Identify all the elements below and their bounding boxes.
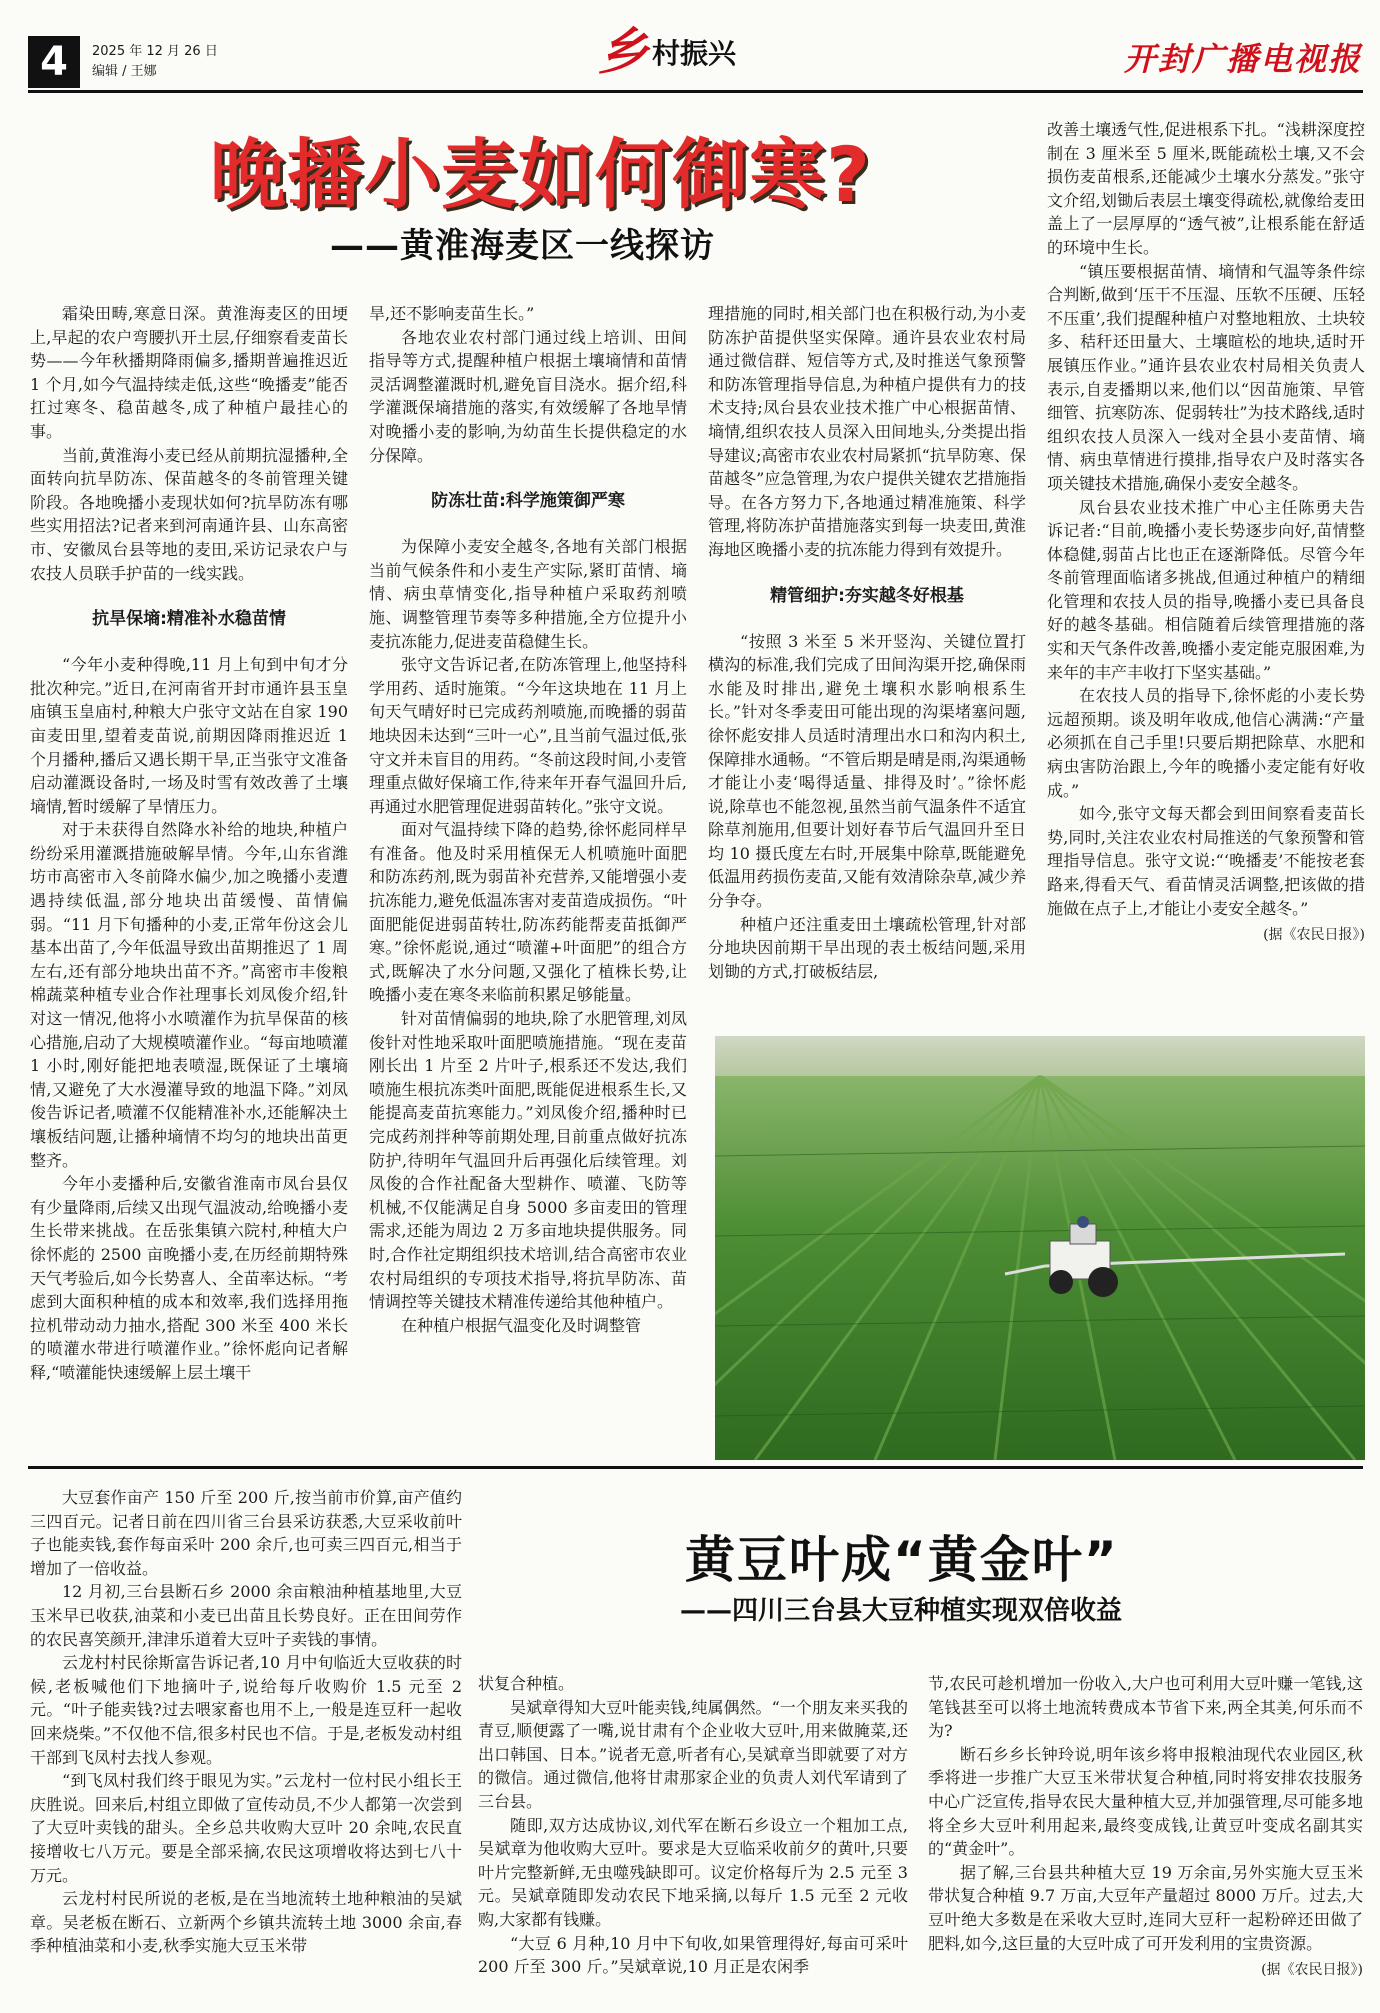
paragraph: “按照 3 米至 5 米开竖沟、关键位置打横沟的标准,我们完成了田间沟渠开挖,确保雨水能及时排出,避免土壤积水影响根系生长。”针对冬季麦田可能出现的沟渠堵塞问题,徐怀彪安排人员适时清理出水口和沟内积土,保障排水通畅。“不管后期是晴是雨,沟渠通畅才能让小麦‘喝得适量、排得及时’。”徐怀彪说,除草也不能忽视,虽然当前气温条件不适宜除草剂施用,但要计划好春节后气温回升至日均 10 摄氏度左右时,开展集中除草,既能避免低温用药损伤麦苗,又能有效清除杂草,减少养分争夺。 [708, 631, 1026, 911]
article2-column-3 [928, 1672, 1363, 1983]
paragraph: 对于未获得自然降水补给的地块,种植户纷纷采用灌溉措施破解旱情。今年,山东省潍坊市高密市入冬前降水偏少,加之晚播小麦遭遇持续低温,部分地块出苗缓慢、苗情偏弱。“11 月下旬播种的小麦,正常年份这会儿基本出苗了,今年低温导致出苗期推迟了 1 周左右,还有部分地块出苗不齐。”高密市丰俊粮棉蔬菜种植专业合作社理事长刘凤俊介绍,针对这一情况,他将小水喷灌作为抗旱保苗的核心措施,启动了大规模喷灌作业。“每亩地喷灌 1 小时,刚好能把地表喷湿,既保证了土壤墒情,又避免了大水漫灌导致的地温下降。”刘凤俊告诉记者,喷灌不仅能精准补水,还能解决土壤板结问题,让播种墒情不均匀的地块出苗更整齐。 [30, 820, 348, 1170]
paragraph: 面对气温持续下降的趋势,徐怀彪同样早有准备。他及时采用植保无人机喷施叶面肥和防冻药剂,既为弱苗补充营养,又能增强小麦抗冻能力,避免低温冻害对麦苗造成损伤。“叶面肥能促进弱苗转壮,防冻药能帮麦苗抵御严寒。”徐怀彪说,通过“喷灌+叶面肥”的组合方式,既解决了水分问题,又强化了植株长势,让晚播小麦在寒冬来临前积累足够能量。 [369, 820, 687, 1005]
paragraph: 改善土壤透气性,促进根系下扎。“浅耕深度控制在 3 厘米至 5 厘米,既能疏松土壤,又不会损伤麦苗根系,还能减少土壤水分蒸发。”张守文介绍,划锄后表层土壤变得疏松,就像给麦田盖上了一层厚厚的“透气被”,让根系能在舒适的环境中生长。 [1047, 120, 1365, 257]
header-rule [28, 90, 1363, 93]
paragraph: 霜染田畴,寒意日深。黄淮海麦区的田埂上,早起的农户弯腰扒开土层,仔细察看麦苗长势——今年秋播期降雨偏多,播期普遍推迟近 1 个月,如今气温持续走低,这些“晚播麦”能否扛过寒冬、稳苗越冬,成了种植户最挂心的事。 [30, 304, 348, 441]
paragraph: 旱,还不影响麦苗生长。” [369, 304, 535, 323]
newspaper-name: 开封广播电视报 [1123, 40, 1362, 78]
paragraph: “今年小麦种得晚,11 月上旬到中旬才分批次种完。”近日,在河南省开封市通许县玉皇庙镇玉皇庙村,种粮大户张守文站在自家 190 亩麦田里,望着麦苗说,前期因降雨推迟近 1 个月播种,播后又遇长期干旱,正当张守文准备启动灌溉设备时,一场及时雪有效改善了土壤墒情,暂时缓解了旱情压力。 [30, 655, 348, 816]
paragraph: 当前,黄淮海小麦已经从前期抗湿播种,全面转向抗旱防冻、保苗越冬的冬前管理关键阶段。各地晚播小麦现状如何?抗旱防冻有哪些实用招法?记者来到河南通许县、山东高密市、安徽凤台县等地的麦田,采访记录农户与农技人员联手护苗的一线实践。 [30, 445, 348, 583]
article2-column-1 [30, 1486, 462, 1958]
article2-title: 黄豆叶成“黄金叶” [685, 1531, 1119, 1589]
article1-column-1 [30, 302, 348, 1385]
paragraph: 据了解,三台县共种植大豆 19 万余亩,另外实施大豆玉米带状复合种植 9.7 万亩,大豆年产量超过 8000 万斤。过去,大豆叶绝大多数是在采收大豆时,连同大豆秆一起粉碎还田做了肥料,如今,这巨量的大豆叶成了可开发利用的宝贵资源。 [928, 1862, 1363, 1953]
paragraph: 种植户还注重麦田土壤疏松管理,针对部分地块因前期干旱出现的表土板结问题,采用划锄的方式,打破板结层, [708, 914, 1026, 981]
article1-subtitle: ——黄淮海麦区一线探访 [330, 226, 715, 266]
wheat-field-photo [715, 1036, 1365, 1460]
page-header [0, 0, 1380, 85]
paragraph: 12 月初,三台县断石乡 2000 余亩粮油种植基地里,大豆玉米早已收获,油菜和小麦已出苗且长势良好。正在田间劳作的农民喜笑颜开,津津乐道着大豆叶子卖钱的事情。 [30, 1582, 462, 1649]
paragraph: “镇压要根据苗情、墒情和气温等条件综合判断,做到‘压干不压湿、压软不压硬、压轻不压重’,我们提醒种植户对整地粗放、土块较多、秸秆还田量大、土壤暄松的地块,适时开展镇压作业。”通许县农业农村局相关负责人表示,自麦播期以来,他们以“因苗施策、早管细管、抗寒防冻、促弱转壮”为技术路线,适时组织农技人员深入一线对全县小麦苗情、墒情、病虫草情进行摸排,指导农户及时落实各项关键技术措施,确保小麦安全越冬。 [1047, 261, 1365, 493]
paragraph: 张守文告诉记者,在防冻管理上,他坚持科学用药、适时施策。“今年这块地在 11 月上旬天气晴好时已完成药剂喷施,而晚播的弱苗地块因未达到“三叶一心”,且当前气温过低,张守文并未盲目的用药。“冬前这段时间,小麦管理重点做好保墒工作,待来年开春气温回升后,再通过水肥管理促进弱苗转化。”张守文说。 [369, 655, 687, 816]
paragraph: 状复合种植。 [478, 1674, 575, 1693]
tractor-spraying-photo-illustration [715, 1036, 1365, 1460]
paragraph: 如今,张守文每天都会到田间察看麦苗长势,同时,关注农业农村局推送的气象预警和管理指导信息。张守文说:“‘晚播麦’不能按老套路来,得看天气、看苗情灵活调整,把该做的措施做在点子上,才能让小麦安全越冬。” [1047, 804, 1365, 918]
paragraph: “大豆 6 月种,10 月中下旬收,如果管理得好,每亩可采叶 200 斤至 300 斤。”吴斌章说,10 月正是农闲季 [478, 1933, 908, 1977]
paragraph: 在农技人员的指导下,徐怀彪的小麦长势远超预期。谈及明年收成,他信心满满:“产量必须抓在自己手里!只要后期把除草、水肥和病虫害防治跟上,今年的晚播小麦定能有好收成。” [1047, 686, 1365, 800]
paragraph: 吴斌章得知大豆叶能卖钱,纯属偶然。“一个朋友来买我的青豆,顺便露了一嘴,说甘肃有个企业收大豆叶,用来做腌菜,还出口韩国、日本。”说者无意,听者有心,吴斌章当即就要了对方的微信。通过微信,他将甘肃那家企业的负责人刘代军请到了三台县。 [478, 1697, 908, 1811]
subheading: 精管细护:夯实越冬好根基 [770, 585, 964, 606]
article1-column-3 [708, 302, 1026, 983]
article1-column-4 [1047, 118, 1365, 948]
section-mark: 乡 [598, 22, 648, 81]
paragraph: 断石乡乡长钟玲说,明年该乡将申报粮油现代农业园区,秋季将进一步推广大豆玉米带状复合种植,同时将安排农技服务中心广泛宣传,指导农民大量种植大豆,并加强管理,尽可能多地将全乡大豆叶利用起来,最终变成钱,让黄豆叶变成名副其实的“黄金叶”。 [928, 1744, 1363, 1859]
paragraph: 理措施的同时,相关部门也在积极行动,为小麦防冻护苗提供坚实保障。通许县农业农村局通过微信群、短信等方式,及时推送气象预警和防冻管理指导信息,为种植户提供有力的技术支持;凤台县农业技术推广中心根据苗情、墒情,组织农技人员深入田间地头,分类提出指导建议;高密市农业农村局紧抓“抗旱防寒、保苗越冬”应急管理,为农户提供关键农艺措施指导。在各方努力下,各地通过精准施策、科学管理,将防冻护苗措施落实到每一块麦田,黄淮海地区晚播小麦的抗冻能力得到有效提升。 [708, 304, 1026, 559]
source-credit: (据《农民日报》) [1263, 927, 1365, 944]
paragraph: 云龙村村民徐斯富告诉记者,10 月中旬临近大豆收获的时候,老板喊他们下地摘叶子,说给每斤收购价 1.5 元至 2 元。“叶子能卖钱?过去喂家畜也用不上,一般是连豆秆一起收回来烧柴。”不仅他不信,很多村民也不信。于是,老板发动村组干部到飞凤村去找人参观。 [30, 1653, 462, 1767]
editor-credit: 编辑 / 王娜 [92, 64, 157, 79]
paragraph: 为保障小麦安全越冬,各地有关部门根据当前气候条件和小麦生产实际,紧盯苗情、墒情、病虫草情变化,指导种植户采取药剂喷施、调整管理节奏等多种措施,全方位提升小麦抗冻能力,促进麦苗稳健生长。 [369, 537, 687, 651]
article1-title: 晚播小麦如何御寒? [210, 130, 872, 219]
article-divider [28, 1466, 1363, 1469]
subheading: 防冻壮苗:科学施策御严寒 [431, 491, 625, 512]
issue-date: 2025 年 12 月 26 日 [92, 44, 218, 59]
subheading: 抗旱保墒:精准补水稳苗情 [92, 609, 286, 630]
paragraph: 云龙村村民所说的老板,是在当地流转土地种粮油的吴斌章。吴老板在断石、立新两个乡镇共流转土地 3000 余亩,春季种植油菜和小麦,秋季实施大豆玉米带 [30, 1889, 462, 1956]
paragraph: 在种植户根据气温变化及时调整管 [401, 1315, 642, 1335]
paragraph: 各地农业农村部门通过线上培训、田间指导等方式,提醒种植户根据土壤墒情和苗情灵活调整灌溉时机,避免盲目浇水。据介绍,科学灌溉保墒措施的落实,有效缓解了各地旱情对晚播小麦的影响,为幼苗生长提供稳定的水分保障。 [369, 327, 687, 465]
paragraph: 今年小麦播种后,安徽省淮南市凤台县仅有少量降雨,后续又出现气温波动,给晚播小麦生长带来挑战。在岳张集镇六院村,种植大户徐怀彪的 2500 亩晚播小麦,在历经前期特殊天气考验后,如今长势喜人、全苗率达标。“考虑到大面积种植的成本和效率,我们选择用拖拉机带动动力抽水,搭配 300 米至 400 米长的喷灌水带进行喷灌作业。”徐怀彪向记者解释,“喷灌能快速缓解上层土壤干 [30, 1174, 348, 1382]
paragraph: 随即,双方达成协议,刘代军在断石乡设立一个粗加工点,吴斌章为他收购大豆叶。要求是大豆临采收前夕的黄叶,只要叶片完整新鲜,无虫噬残缺即可。议定价格每斤为 2.5 元至 3 元。吴斌章随即发动农民下地采摘,以每斤 1.5 元至 2 元收购,大家都有钱赚。 [478, 1815, 908, 1929]
paragraph: 大豆套作亩产 150 斤至 200 斤,按当前市价算,亩产值约三四百元。记者日前在四川省三台县采访获悉,大豆采收前叶子也能卖钱,套作每亩采叶 200 余斤,也可卖三四百元,相当于增加了一倍收益。 [30, 1488, 462, 1578]
source-credit: (据《农民日报》) [1261, 1962, 1363, 1979]
article2-subtitle: ——四川三台县大豆种植实现双倍收益 [680, 1596, 1123, 1626]
page-number: 4 [28, 36, 80, 88]
paragraph: 凤台县农业技术推广中心主任陈勇夫告诉记者:“目前,晚播小麦长势逐步向好,苗情整体稳健,弱苗占比也正在逐渐降低。尽管今年冬前管理面临诸多挑战,但通过种植户的精细化管理和农技人员的指导,晚播小麦已具备良好的越冬基础。相信随着后续管理措施的落实和天气条件改善,晚播小麦定能克服困难,为来年的丰产丰收打下坚实基础。” [1047, 497, 1365, 682]
section-logo [598, 22, 737, 81]
section-name: 村振兴 [652, 37, 737, 70]
paragraph: “到飞凤村我们终于眼见为实。”云龙村一位村民小组长王庆胜说。回来后,村组立即做了宣传动员,不少人都第一次尝到了大豆叶卖钱的甜头。全乡总共收购大豆叶 20 余吨,农民直接增收七八万元。要是全部采摘,农民这项增收将达到七八十万元。 [30, 1771, 462, 1885]
article2-column-2 [478, 1672, 908, 1979]
article1-column-2 [369, 302, 687, 1337]
paragraph: 节,农民可趁机增加一份收入,大户也可利用大豆叶赚一笔钱,这笔钱甚至可以将土地流转费成本节省下来,两全其美,何乐而不为? [928, 1674, 1363, 1741]
paragraph: 针对苗情偏弱的地块,除了水肥管理,刘凤俊针对性地采取叶面肥喷施措施。“现在麦苗刚长出 1 片至 2 片叶子,根系还不发达,我们喷施生根抗冻类叶面肥,既能促进根系生长,又能提高麦苗抗寒能力。”刘凤俊介绍,播种时已完成药剂拌种等前期处理,目前重点做好抗冻防护,待明年气温回升后再强化后续管理。刘凤俊的合作社配备大型耕作、喷灌、飞防等机械,不仅能满足自身 5000 多亩麦田的管理需求,还能为周边 2 万多亩地块提供服务。同时,合作社定期组织技术培训,结合高密市农业农村局组织的专项技术指导,将抗旱防冻、苗情调控等关键技术精准传递给其他种植户。 [369, 1009, 687, 1312]
